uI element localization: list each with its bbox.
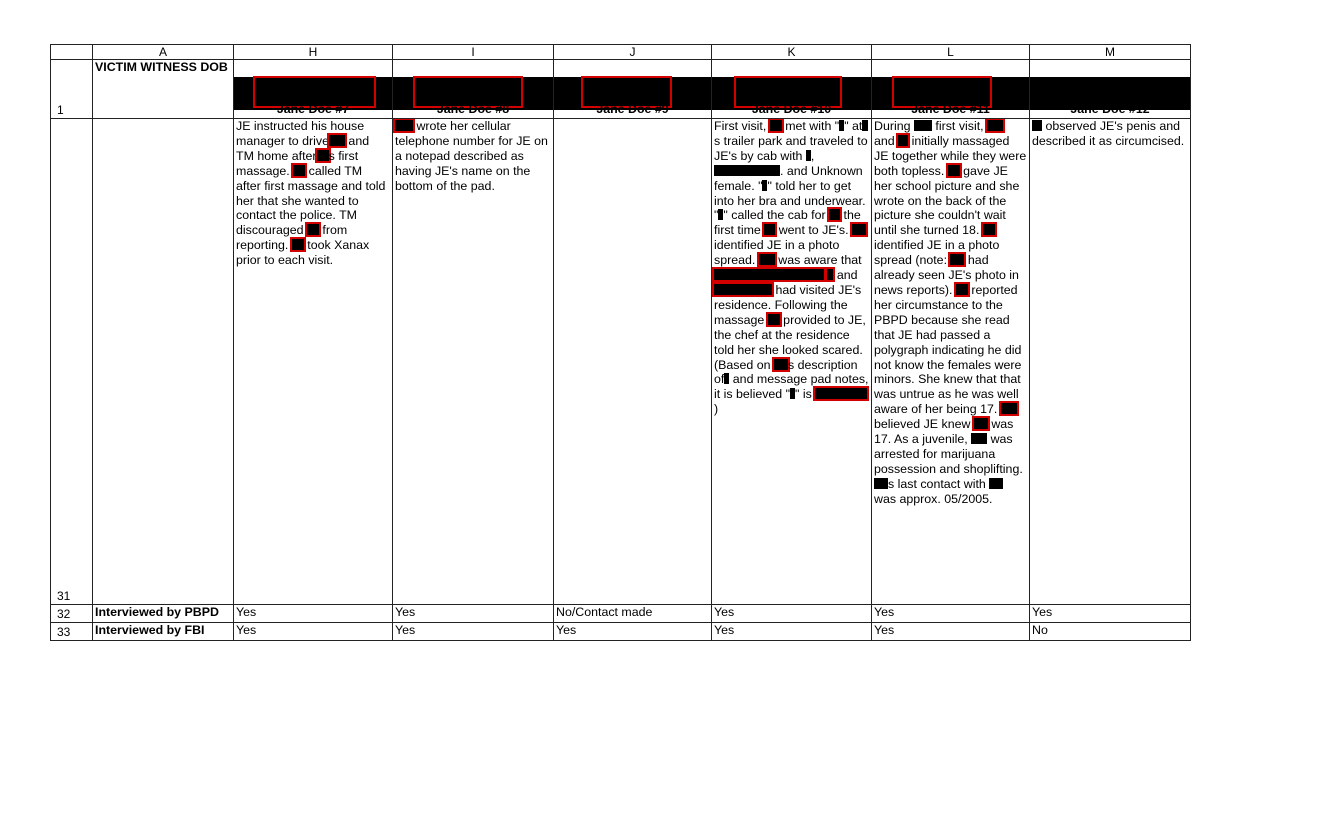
redaction bbox=[829, 209, 840, 220]
row-number[interactable]: 32 bbox=[51, 605, 93, 623]
notes-cell-h[interactable]: JE instructed his house manager to drive and TM home after s first massage. called TM after first massage and told her that she wanted to contact the police. TM discouraged from reporting. took Xanax prior to each visit. bbox=[234, 119, 393, 605]
redaction bbox=[956, 284, 968, 295]
redaction bbox=[948, 165, 960, 176]
redaction bbox=[874, 478, 888, 489]
table-cell[interactable]: No/Contact made bbox=[554, 605, 712, 623]
victim-name: Jane Doe #10 bbox=[751, 102, 832, 117]
table-cell[interactable]: Yes bbox=[393, 605, 554, 623]
redaction bbox=[898, 135, 908, 146]
table-cell[interactable]: Yes bbox=[872, 623, 1030, 641]
redaction bbox=[764, 224, 775, 235]
spreadsheet-table bbox=[50, 44, 1191, 641]
column-header-row bbox=[51, 45, 1191, 60]
table-row bbox=[51, 605, 1191, 623]
table-cell[interactable]: Yes bbox=[554, 623, 712, 641]
redaction bbox=[1001, 403, 1017, 414]
notes-cell-a[interactable] bbox=[93, 119, 234, 605]
column-header-i[interactable]: I bbox=[393, 45, 554, 60]
redaction bbox=[774, 359, 788, 370]
redaction bbox=[815, 388, 867, 399]
table-cell[interactable]: Yes bbox=[712, 605, 872, 623]
redaction bbox=[329, 135, 345, 146]
header-cell-m[interactable] bbox=[1030, 60, 1191, 119]
header-cell-k[interactable] bbox=[712, 60, 872, 119]
table-cell[interactable]: Yes bbox=[393, 623, 554, 641]
header-cell-l[interactable] bbox=[872, 60, 1030, 119]
victim-name: Jane Doe #11 bbox=[911, 102, 990, 117]
notes-cell-k[interactable]: First visit, met with " " ats trailer park and traveled to JE's by cab with , . and Unknown female. " " told her to get into her bra and underwear. " " called the cab for the first time went to JE's. identified JE in a photo spread. was aware that and had visited JE's residence. Following the massage provided to JE, the chef at the residence told her she looked scared. (Based on s description of and message pad notes, it is believed " " is ) bbox=[712, 119, 872, 605]
table-cell[interactable]: Yes bbox=[234, 605, 393, 623]
table-row bbox=[51, 60, 1191, 119]
table-row bbox=[51, 119, 1191, 605]
column-header-k[interactable]: K bbox=[712, 45, 872, 60]
victim-name: Jane Doe #12 bbox=[1070, 102, 1150, 117]
redaction bbox=[293, 165, 305, 176]
table-row bbox=[51, 623, 1191, 641]
redaction bbox=[395, 120, 413, 131]
redaction bbox=[759, 254, 775, 265]
redaction bbox=[714, 269, 824, 280]
table-cell[interactable]: Yes bbox=[872, 605, 1030, 623]
notes-cell-j[interactable] bbox=[554, 119, 712, 605]
row-label-victim-witness-dob[interactable]: VICTIM WITNESS DOB bbox=[93, 60, 234, 119]
redaction bbox=[914, 120, 932, 131]
redaction bbox=[768, 314, 780, 325]
redaction bbox=[989, 478, 1003, 489]
redaction bbox=[770, 120, 782, 131]
redaction bbox=[974, 418, 988, 429]
notes-cell-m[interactable]: observed JE's penis and described it as circumcised. bbox=[1030, 119, 1191, 605]
redaction bbox=[852, 224, 866, 235]
notes-cell-i[interactable]: wrote her cellular telephone number for JE on a notepad described as having JE's name on the bottom of the pad. bbox=[393, 119, 554, 605]
victim-name: Jane Doe #8 bbox=[436, 102, 510, 117]
redaction bbox=[307, 224, 319, 235]
redaction bbox=[714, 284, 772, 295]
redaction bbox=[1032, 120, 1042, 131]
row-number[interactable]: 33 bbox=[51, 623, 93, 641]
redaction bbox=[317, 150, 329, 161]
table-cell[interactable]: Yes bbox=[1030, 605, 1191, 623]
redaction bbox=[971, 433, 987, 444]
row-label-interviewed-fbi[interactable]: Interviewed by FBI bbox=[93, 623, 234, 641]
row-number[interactable]: 31 bbox=[51, 119, 93, 605]
table-cell[interactable]: Yes bbox=[712, 623, 872, 641]
header-cell-h[interactable] bbox=[234, 60, 393, 119]
victim-name: Jane Doe #9 bbox=[596, 102, 669, 117]
column-header-j[interactable]: J bbox=[554, 45, 712, 60]
redaction bbox=[987, 120, 1003, 131]
redaction bbox=[950, 254, 964, 265]
column-header-a[interactable]: A bbox=[93, 45, 234, 60]
victim-name: Jane Doe #7 bbox=[276, 102, 350, 117]
table-cell[interactable]: Yes bbox=[234, 623, 393, 641]
header-cell-j[interactable] bbox=[554, 60, 712, 119]
header-cell-i[interactable] bbox=[393, 60, 554, 119]
row-label-interviewed-pbpd[interactable]: Interviewed by PBPD bbox=[93, 605, 234, 623]
corner-cell[interactable] bbox=[51, 45, 93, 60]
redaction bbox=[983, 224, 995, 235]
column-header-m[interactable]: M bbox=[1030, 45, 1191, 60]
redaction bbox=[714, 165, 780, 176]
column-header-l[interactable]: L bbox=[872, 45, 1030, 60]
notes-cell-l[interactable]: During first visit, and initially massaged JE together while they were both topless. gave JE her school picture and she wrote on the back of the picture she couldn't wait until she turned 18. identified JE in a photo spread (note: had already seen JE's photo in news reports). reported her circumstance to the PBPD because she read that JE had passed a polygraph indicating he did not know the females were minors. She knew that that was untrue as he was well aware of her being 17. believed JE knew was 17. As a juvenile, was arrested for marijuana possession and shoplifting. s last contact with was approx. 05/2005. bbox=[872, 119, 1030, 605]
row-number[interactable]: 1 bbox=[51, 60, 93, 119]
redaction bbox=[862, 120, 868, 131]
table-cell[interactable]: No bbox=[1030, 623, 1191, 641]
column-header-h[interactable]: H bbox=[234, 45, 393, 60]
redaction bbox=[292, 239, 304, 250]
